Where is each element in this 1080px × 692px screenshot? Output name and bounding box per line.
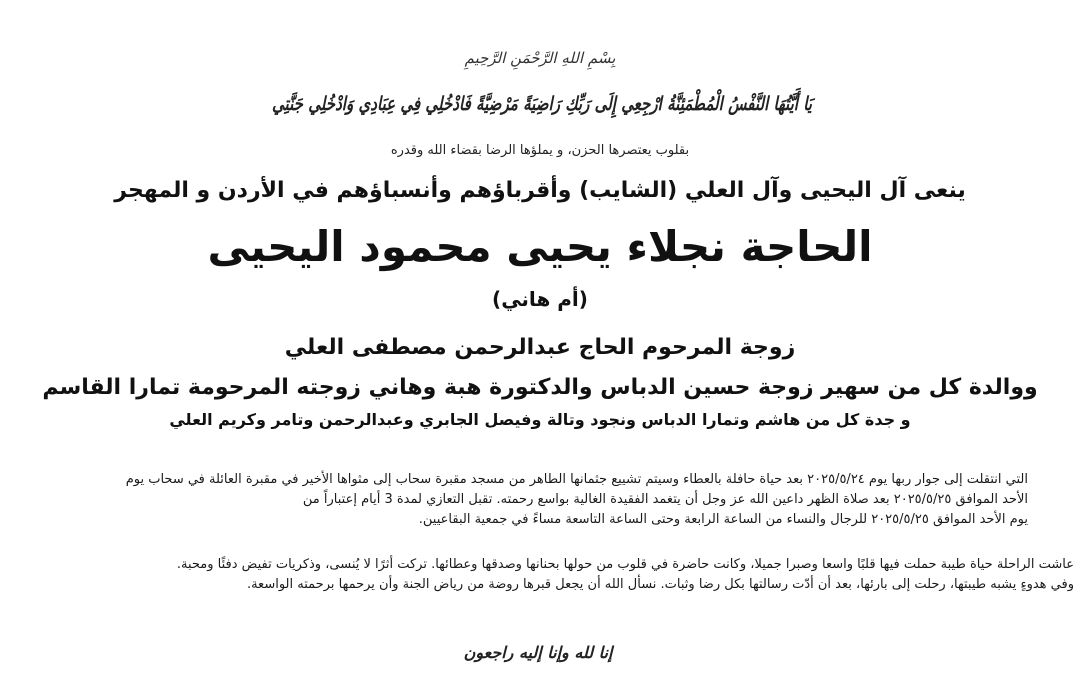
- closing-verse-calligraphy: [452, 622, 624, 678]
- funeral-details-line: التي انتقلت إلى جوار ربها يوم ٢٠٢٥/٥/٢٤ بعد حياة حافلة بالعطاء وسيتم تشييع جثمانها الطاهر من مسجد مقبرة سحاب إلى مثواها الأخير في مقبرة العائلة في سحاب يوم: [125, 472, 1028, 487]
- svg-text:بِسْمِ اللهِ الرَّحْمَنِ الرَّ: بِسْمِ اللهِ الرَّحْمَنِ الرَّحِيمِ: [464, 49, 616, 67]
- deceased-name: الحاجة نجلاء يحيى محمود اليحيى: [207, 222, 873, 271]
- tribute-paragraph: [14, 555, 1074, 595]
- intro-line: بقلوب يعتصرها الحزن، و يملؤها الرضا بقضاء الله وقدره: [390, 143, 690, 158]
- svg-text:يَا أَيَّتُهَا النَّفْسُ الْمُ: يَا أَيَّتُهَا النَّفْسُ الْمُطْمَئِنَّةُ ارْجِعِي إِلَى رَبِّكِ رَاضِيَةً مَرْضِيَّةً فَادْخُلِي فِي عِبَادِي وَادْخُلِي جَنَّتِي: [272, 93, 953, 115]
- tribute-line: وفي هدوءٍ يشبه طيبتها، رحلت إلى بارئها، بعد أن أدّت رسالتها بكل رضا وثبات. نسأل الله أن يجعل قبرها روضة من رياض الجنة وأن يرحمها برحمته الواسعة.: [246, 577, 1074, 592]
- grandchildren-line: و جدة كل من هاشم وتمارا الدباس ونجود وتالة وفيصل الجابري وعبدالرحمن وتامر وكريم العلي: [169, 410, 911, 429]
- family-announcement: ينعى آل اليحيى وآل العلي (الشايب) وأقرباؤهم وأنسباؤهم في الأردن و المهجر: [114, 178, 966, 203]
- basmala-calligraphy: [440, 38, 640, 74]
- tribute-line: عاشت الراحلة حياة طيبة حملت فيها قلبًا واسعا وصبرا جميلا، وكانت حاضرة في قلوب من حولها بحنانها وصدقها وعطائها. تركت أثرًا لا يُنسى، وذكريات تفيض دفئًا ومحبة.: [176, 557, 1074, 572]
- deceased-kunya: (أم هاني): [492, 287, 588, 311]
- funeral-details-line: يوم الأحد الموافق ٢٠٢٥/٥/٢٥ للرجال والنساء من الساعة الرابعة وحتى الساعة التاسعة مساءً في جمعية البقاعيين.: [418, 512, 1028, 527]
- funeral-details: [48, 470, 1028, 530]
- spouse-line: زوجة المرحوم الحاج عبدالرحمن مصطفى العلي: [284, 335, 796, 360]
- quran-verse-calligraphy: [262, 70, 953, 132]
- children-line: ووالدة كل من سهير زوجة حسين الدباس والدكتورة هبة وهاني زوجته المرحومة تمارا القاسم: [42, 375, 1038, 400]
- funeral-details-line: الأحد الموافق ٢٠٢٥/٥/٢٥ بعد صلاة الظهر داعين الله عز وجل أن يتغمد الفقيدة الغالية بواسع رحمته. تقبل التعازي لمدة 3 أيام إعتباراً من: [302, 492, 1028, 507]
- svg-text:إنا لله وإنا إليه راجعون: إنا لله وإنا إليه راجعون: [463, 643, 613, 662]
